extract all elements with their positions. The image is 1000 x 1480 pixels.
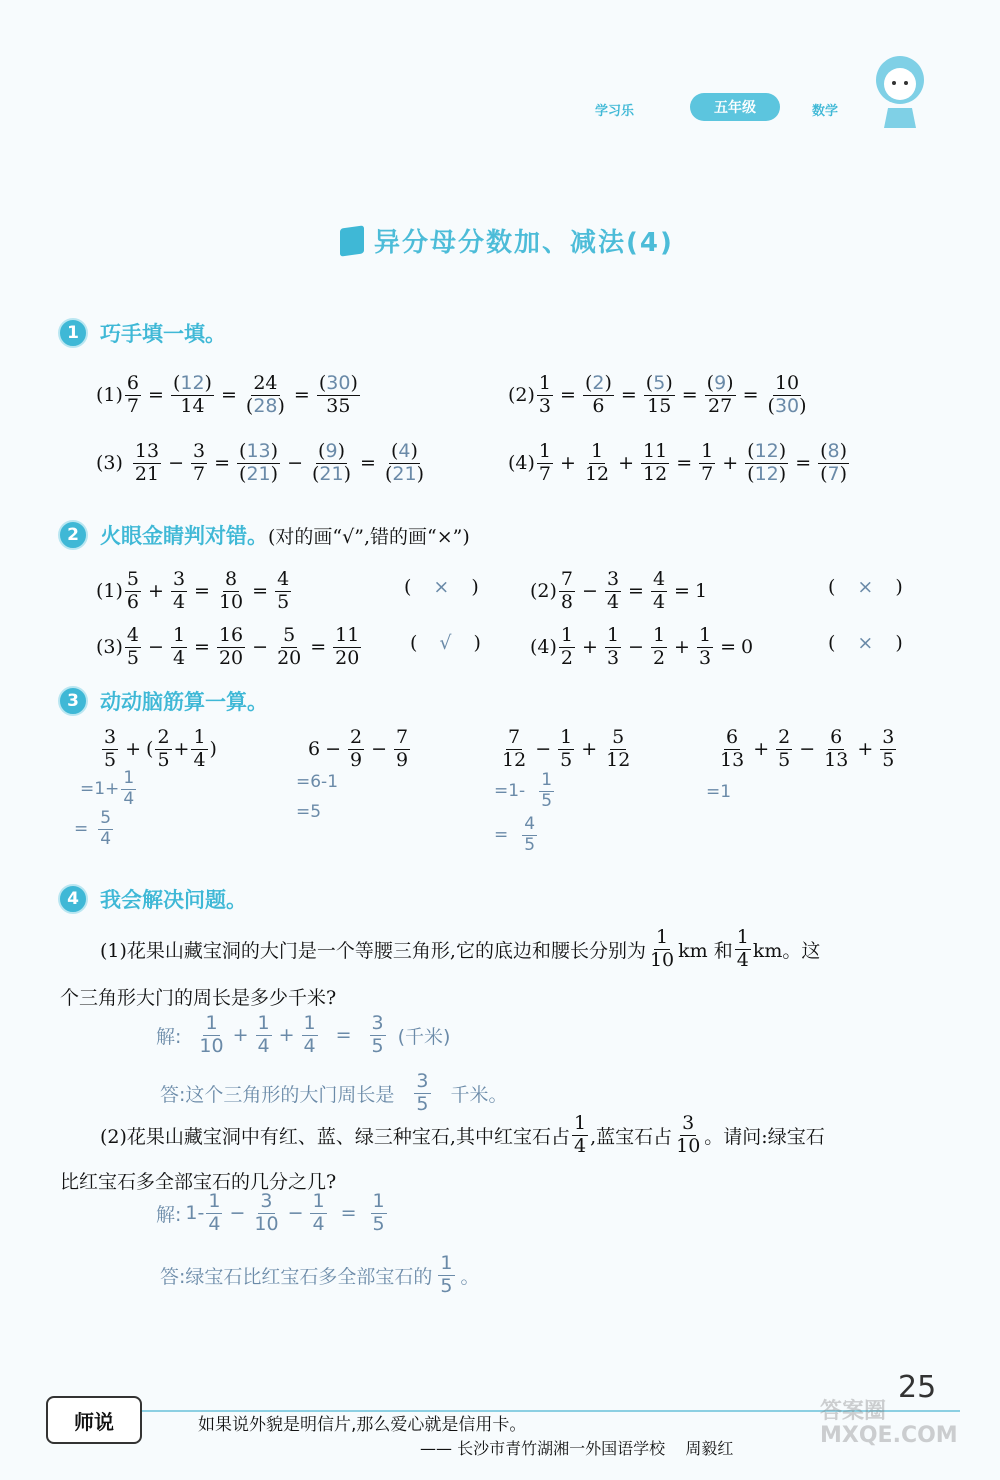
fraction: $\frac{1}{7}$ — [701, 440, 714, 485]
s4-q1-line2: 个三角形大门的周长是多少千米? — [60, 987, 337, 1009]
fraction: $\frac{24}{(28)}$ — [245, 372, 285, 417]
page-title-text: 异分母分数加、减法(4) — [374, 228, 674, 258]
q-label: (1) — [96, 384, 123, 407]
s4-q2-answer: 答:绿宝石比红宝石多全部宝石的 $\frac{1}{5}$ 。 — [160, 1252, 480, 1297]
q-label: (2) — [530, 580, 557, 603]
s3-p3-step2: = $\frac{4}{5}$ — [494, 814, 536, 855]
section-1-title — [58, 318, 226, 348]
fraction: $\frac{5}{6}$ — [126, 568, 140, 613]
fraction: $\frac{(13)}{(21)}$ — [239, 440, 279, 485]
fraction: $\frac{(8)}{(7)}$ — [820, 440, 848, 485]
fraction: $\frac{(4)}{(21)}$ — [384, 440, 424, 485]
section-4-number: 4 — [58, 884, 88, 914]
fraction: $\frac{16}{20}$ — [218, 624, 244, 669]
book-icon — [340, 225, 364, 256]
q-label: (2) — [508, 384, 535, 407]
fraction: $\frac{11}{20}$ — [335, 624, 360, 669]
fraction: $\frac{3}{7}$ — [193, 440, 206, 485]
fraction: $\frac{(12)}{14}$ — [172, 372, 212, 417]
section-2-number: 2 — [58, 520, 88, 550]
fraction: $\frac{7}{8}$ — [560, 568, 574, 613]
s1-q3: (3) $\frac{13}{21}$ − $\frac{3}{7}$ = $\frac{(13)}{(21)}$ − $\frac{(9)}{(21)}$ = $\frac{(4)}{(21)}$ — [96, 440, 424, 485]
section-2-note: (对的画“√”,错的画“×”) — [268, 525, 470, 548]
s2-q1: (1) $\frac{5}{6}$ + $\frac{3}{4}$ = $\frac{8}{10}$ = $\frac{4}{5}$ — [96, 568, 290, 613]
section-3-title — [58, 686, 268, 716]
s4-q2-line1: (2)花果山藏宝洞中有红、蓝、绿三种宝石,其中红宝石占 $\frac{1}{4}$ ,蓝宝石占 $\frac{3}{10}$ 。请问:绿宝石 — [100, 1112, 825, 1157]
q-label: (3) — [96, 636, 123, 659]
s3-p1-step2: = $\frac{5}{4}$ — [74, 808, 112, 849]
girl-mascot-icon — [870, 52, 930, 130]
s3-p3-step1: =1- $\frac{1}{5}$ — [494, 770, 553, 811]
fraction: $\frac{(9)}{(21)}$ — [312, 440, 352, 485]
s2-q2: (2) $\frac{7}{8}$ − $\frac{3}{4}$ = $\frac{4}{4}$ = 1 — [530, 568, 708, 613]
fraction: $\frac{1}{7}$ — [538, 440, 552, 485]
header-left-tag: 学习乐 — [595, 104, 635, 119]
s3-p2: 6 − $\frac{2}{9}$ − $\frac{7}{9}$ — [308, 726, 409, 771]
fraction: $\frac{13}{21}$ — [134, 440, 160, 485]
grade-label: 五年级 — [714, 100, 756, 116]
fraction: $\frac{4}{5}$ — [277, 568, 290, 613]
fraction: $\frac{11}{12}$ — [643, 440, 668, 485]
s3-p2-step2: =5 — [296, 802, 322, 822]
fraction: $\frac{1}{12}$ — [584, 440, 610, 485]
s1-q2: (2) $\frac{1}{3}$ = $\frac{(2)}{6}$ = $\frac{(5)}{15}$ = $\frac{(9)}{27}$ = $\frac{10}{(30)}$ — [508, 372, 807, 417]
s3-p4: $\frac{6}{13}$ + $\frac{2}{5}$ − $\frac{6}{13}$ + $\frac{3}{5}$ — [720, 726, 895, 771]
s2-q1-answer: ( × ) — [404, 576, 479, 598]
section-1-number: 1 — [58, 318, 88, 348]
section-1-text: 巧手填一填。 — [100, 322, 226, 346]
s1-q4: (4) $\frac{1}{7}$ + $\frac{1}{12}$ + $\frac{11}{12}$ = $\frac{1}{7}$ + $\frac{(12)}{(12)}$ = $\frac{(8)}{(7)}$ — [508, 440, 848, 485]
s3-p2-step1: =6-1 — [296, 772, 339, 792]
section-2-text: 火眼金睛判对错。 — [100, 524, 268, 548]
q-label: (3) — [96, 452, 123, 475]
teacher-says-label: 师说 — [46, 1396, 142, 1444]
s3-p4-step1: =1 — [706, 782, 732, 802]
footer-source: —— 长沙市青竹湖湘一外国语学校 周毅红 — [420, 1439, 734, 1458]
fraction: $\frac{1}{2}$ — [652, 624, 666, 669]
fraction: $\frac{1}{2}$ — [560, 624, 574, 669]
s3-p1: $\frac{3}{5}$ + ( $\frac{2}{5}$ + $\frac{1}{4}$ ) — [104, 726, 217, 771]
fraction: $\frac{3}{4}$ — [172, 568, 186, 613]
fraction: $\frac{1}{4}$ — [172, 624, 186, 669]
watermark: 答案圈 MXQE.COM — [820, 1399, 958, 1449]
section-3-text: 动动脑筋算一算。 — [100, 690, 268, 714]
section-4-text: 我会解决问题。 — [100, 888, 247, 912]
fraction: $\frac{(9)}{27}$ — [706, 372, 734, 417]
fraction: $\frac{(5)}{15}$ — [645, 372, 673, 417]
fraction: $\frac{6}{7}$ — [126, 372, 140, 417]
footer-quote: 如果说外貌是明信片,那么爱心就是信用卡。 — [198, 1415, 527, 1435]
fraction: $\frac{10}{(30)}$ — [767, 372, 807, 417]
s4-q1-solution: 解: $\frac{1}{10}$ + $\frac{1}{4}$ + $\frac{1}{4}$ = $\frac{3}{5}$ (千米) — [156, 1012, 451, 1057]
s2-q4-answer: ( × ) — [828, 632, 903, 654]
fraction: $\frac{1}{3}$ — [538, 372, 552, 417]
page-number: 25 — [898, 1370, 937, 1405]
fraction: $\frac{3}{4}$ — [606, 568, 620, 613]
s3-p1-step1: =1+ $\frac{1}{4}$ — [80, 768, 135, 809]
subject-label: 数学 — [812, 104, 839, 119]
fraction: $\frac{(12)}{(12)}$ — [747, 440, 787, 485]
s4-q2-line2: 比红宝石多全部宝石的几分之几? — [60, 1171, 337, 1193]
fraction: $\frac{1}{3}$ — [606, 624, 620, 669]
page-title — [340, 222, 674, 259]
fraction: $\frac{8}{10}$ — [218, 568, 244, 613]
fraction: $\frac{5}{20}$ — [277, 624, 302, 669]
fraction: $\frac{4}{5}$ — [126, 624, 140, 669]
q-label: (1) — [96, 580, 123, 603]
s2-q4: (4) $\frac{1}{2}$ + $\frac{1}{3}$ − $\frac{1}{2}$ + $\frac{1}{3}$ = 0 — [530, 624, 754, 669]
fraction: $\frac{(30)}{35}$ — [318, 372, 358, 417]
fraction: $\frac{4}{4}$ — [652, 568, 666, 613]
grade-badge — [690, 93, 780, 121]
s2-q3: (3) $\frac{4}{5}$ − $\frac{1}{4}$ = $\frac{16}{20}$ − $\frac{5}{20}$ = $\frac{11}{20}$ — [96, 624, 360, 669]
section-2-title — [58, 520, 470, 550]
q-label: (4) — [508, 452, 535, 475]
s4-q1-line1: (1)花果山藏宝洞的大门是一个等腰三角形,它的底边和腰长分别为 $\frac{1}{10}$ km 和 $\frac{1}{4}$ km。这 — [100, 926, 821, 971]
fraction: $\frac{1}{3}$ — [698, 624, 712, 669]
s4-q1-answer: 答:这个三角形的大门周长是 $\frac{3}{5}$ 千米。 — [160, 1070, 508, 1115]
s4-q2-solution: 解: 1- $\frac{1}{4}$ − $\frac{3}{10}$ − $\frac{1}{4}$ = $\frac{1}{5}$ — [156, 1190, 385, 1235]
s3-p3: $\frac{7}{12}$ − $\frac{1}{5}$ + $\frac{5}{12}$ — [502, 726, 631, 771]
s2-q3-answer: ( √ ) — [410, 632, 481, 654]
q-label: (4) — [530, 636, 557, 659]
s1-q1: (1) $\frac{6}{7}$ = $\frac{(12)}{14}$ = $\frac{24}{(28)}$ = $\frac{(30)}{35}$ — [96, 372, 358, 417]
fraction: $\frac{(2)}{6}$ — [584, 372, 612, 417]
section-4-title — [58, 884, 247, 914]
s2-q2-answer: ( × ) — [828, 576, 903, 598]
section-3-number: 3 — [58, 686, 88, 716]
